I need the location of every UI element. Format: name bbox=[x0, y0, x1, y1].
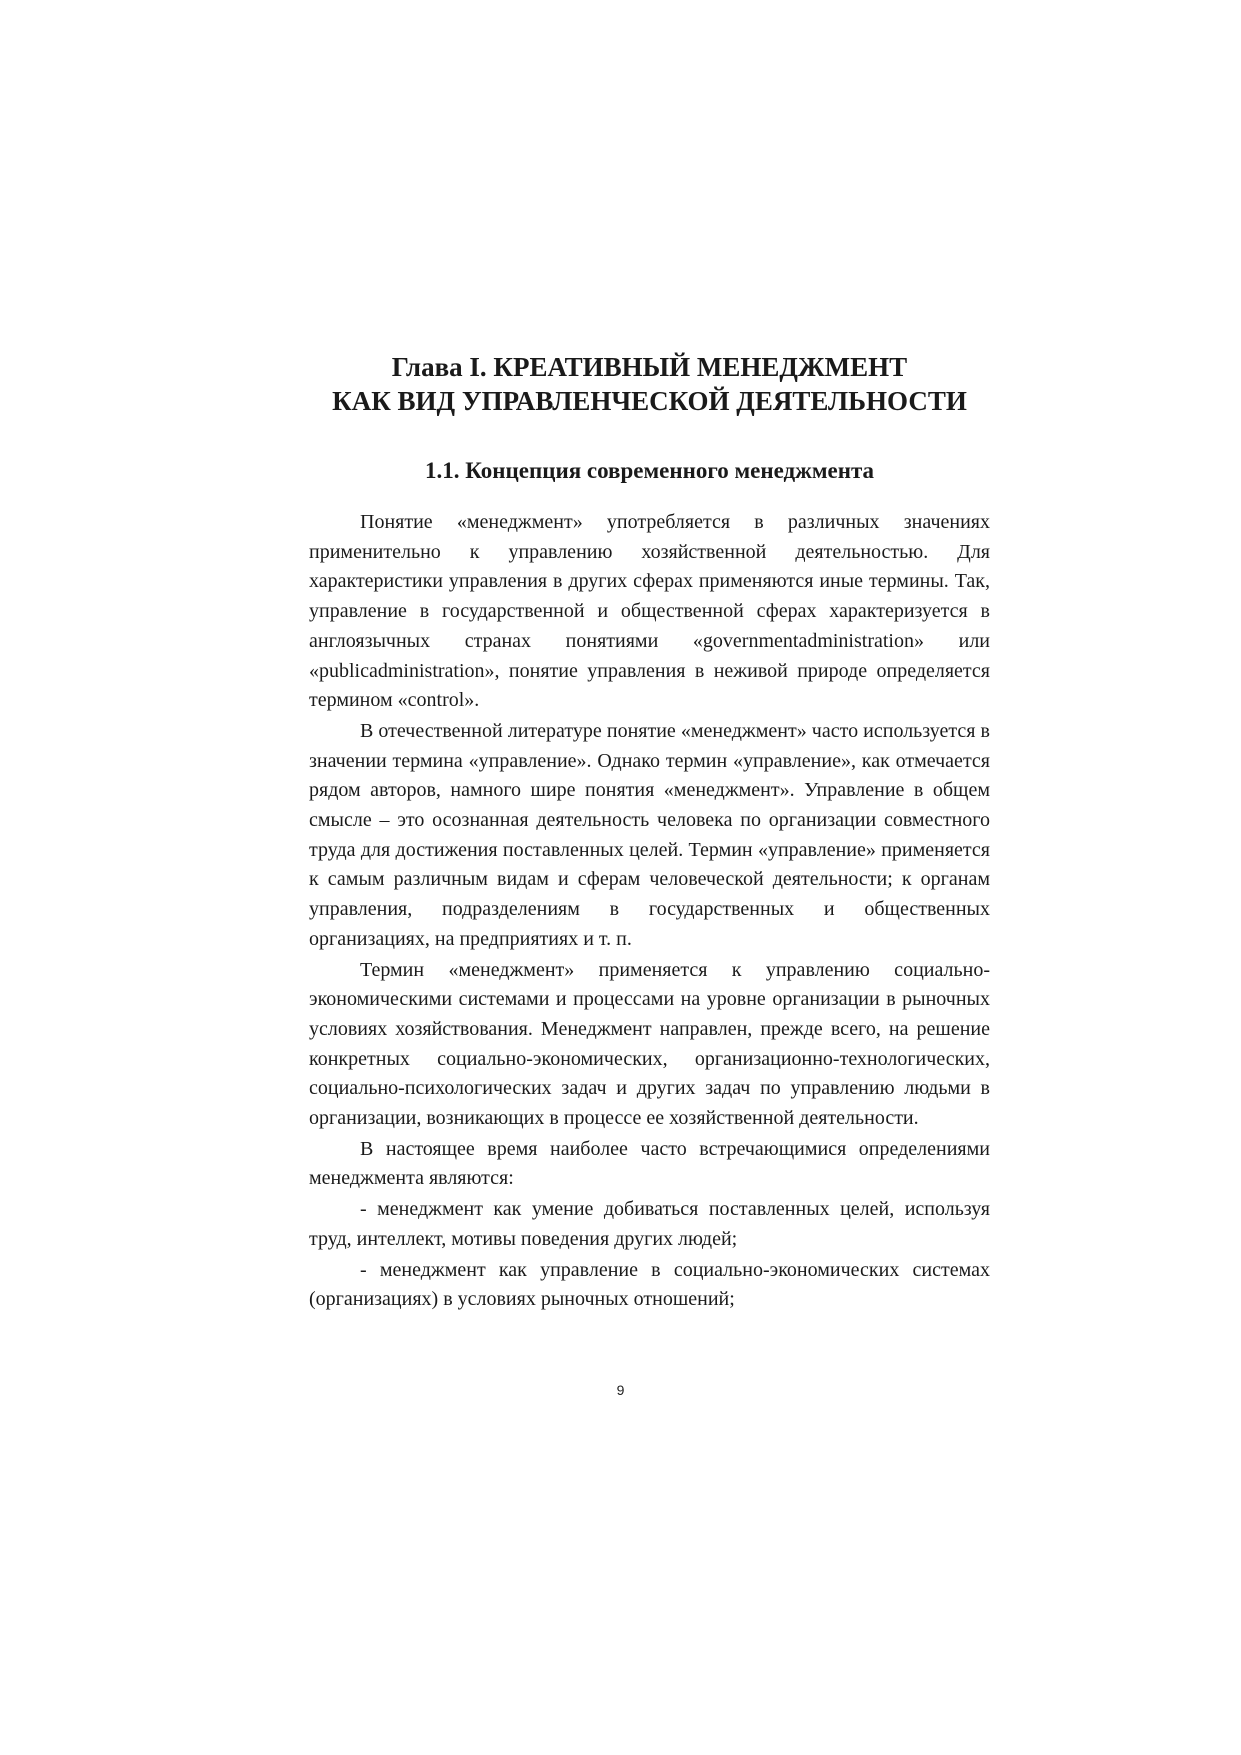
chapter-title-line-1: Глава I. КРЕАТИВНЫЙ МЕНЕДЖМЕНТ bbox=[391, 352, 908, 382]
paragraph: В отечественной литературе понятие «менеджмент» часто используется в значении термина «управление». Однако термин «управление», как отмечается рядом авторов, намного шире понятия «менеджмент». Управление в общем смысле – это осознанная деятельность человека по организации совместного труда для достижения поставленных целей. Термин «управление» применяется к самым различным видам и сферам человеческой деятельности; к органам управления, подразделениям в государственных и общественных организациях, на предприятиях и т. п. bbox=[309, 719, 990, 950]
page-content bbox=[309, 350, 990, 1316]
list-item-definition: - менеджмент как управление в социально-экономических системах (организациях) в условиях рыночных отношений; bbox=[309, 1258, 990, 1311]
chapter-title bbox=[309, 350, 990, 418]
list-item-definition: - менеджмент как умение добиваться поставленных целей, используя труд, интеллект, мотивы поведения других людей; bbox=[309, 1198, 990, 1250]
body-text bbox=[309, 508, 990, 1315]
paragraph: В настоящее время наиболее часто встречающимися определениями менеджмента являются: bbox=[309, 1137, 990, 1190]
chapter-title-line-2: КАК ВИД УПРАВЛЕНЧЕСКОЙ ДЕЯТЕЛЬНОСТИ bbox=[332, 386, 967, 416]
page-number: 9 bbox=[616, 1382, 625, 1398]
paragraph: Понятие «менеджмент» употребляется в различных значениях применительно к управлению хозяйственной деятельностью. Для характеристики управления в других сферах применяются иные термины. Так, управление в государственной и общественной сферах характеризуется в англоязычных странах понятиями «governmentadministration» или «publicadministration», понятие управления в неживой природе определяется термином «control». bbox=[309, 511, 990, 712]
paragraph: Термин «менеджмент» применяется к управлению социально-экономическими системами и процессами на уровне организации в рыночных условиях хозяйствования. Менеджмент направлен, прежде всего, на решение конкретных социально-экономических, организационно-технологических, социально-психологических задач и других задач по управлению людьми в организации, возникающих в процессе ее хозяйственной деятельности. bbox=[309, 958, 990, 1130]
section-title: 1.1. Концепция современного менеджмента bbox=[424, 458, 875, 483]
